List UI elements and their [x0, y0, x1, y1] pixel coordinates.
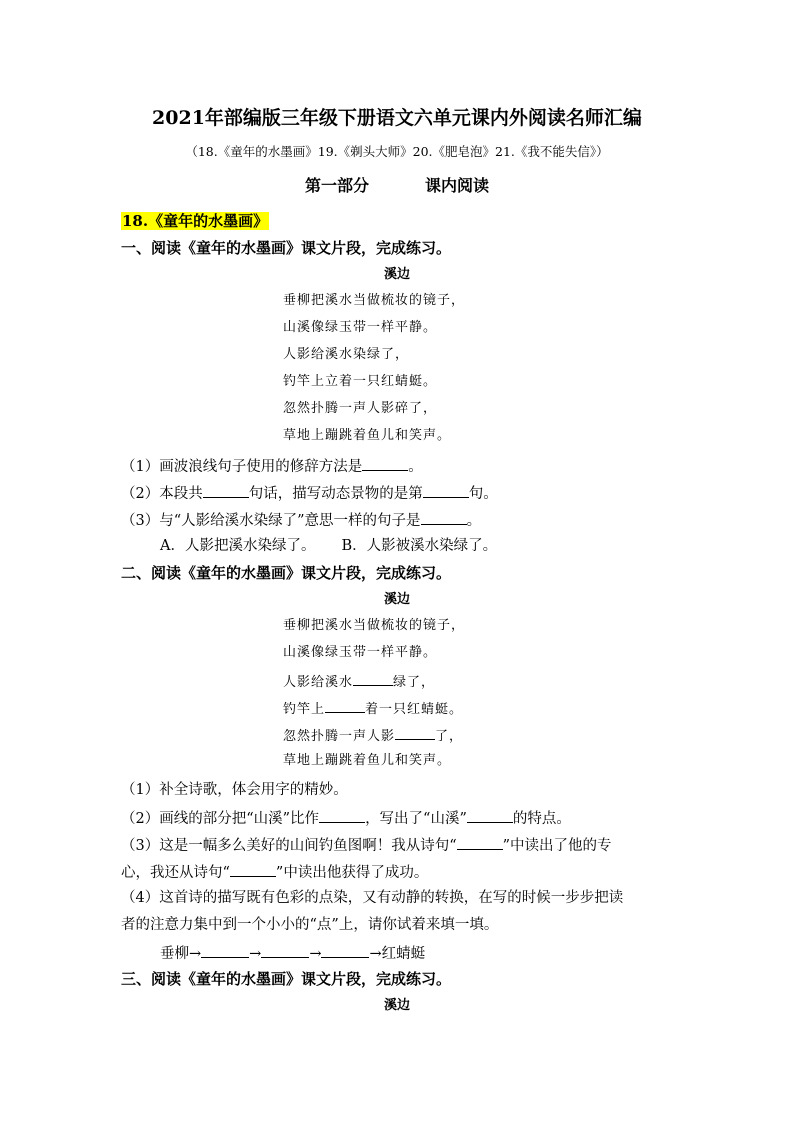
part-heading-left: 第一部分	[304, 176, 369, 195]
option-a[interactable]: A．人影把溪水染绿了。	[160, 538, 316, 554]
section2-question-3-cont: 心，我还从诗句“ ”中读出他获得了成功。	[121, 862, 428, 882]
section2-poem-line: 草地上蹦跳着鱼儿和笑声。	[283, 753, 452, 768]
answer-blank[interactable]	[261, 943, 309, 958]
answer-blank[interactable]	[353, 671, 393, 686]
answer-blank[interactable]	[423, 483, 469, 498]
section1-options	[160, 537, 497, 555]
section2-poem-line: 人影给溪水 绿了，	[283, 671, 435, 692]
section2-poem-title: 溪边	[383, 592, 410, 607]
section1-question-2: （2）本段共 句话，描写动态景物的是第 句。	[121, 483, 498, 503]
section2-poem-line: 钓竿上 着一只红蜻蜓。	[283, 698, 463, 719]
section1-question-3: （3）与“人影给溪水染绿了”意思一样的句子是 。	[121, 510, 481, 530]
answer-blank[interactable]	[362, 456, 408, 471]
lesson-heading: 18.《童年的水墨画》	[122, 212, 269, 230]
answer-blank[interactable]	[395, 725, 435, 740]
section2-poem-line: 垂柳把溪水当做梳妆的镜子，	[283, 618, 466, 633]
section2-heading: 二、阅读《童年的水墨画》课文片段，完成练习。	[121, 564, 452, 582]
answer-blank[interactable]	[230, 862, 276, 877]
page-title: 2021年部编版三年级下册语文六单元课内外阅读名师汇编	[152, 107, 642, 129]
answer-blank[interactable]	[421, 510, 467, 525]
section1-poem-line: 草地上蹦跳着鱼儿和笑声。	[283, 428, 452, 443]
section1-poem-line: 人影给溪水染绿了，	[283, 347, 410, 362]
section2-poem-line: 忽然扑腾一声人影 了，	[283, 725, 463, 746]
answer-blank[interactable]	[319, 808, 365, 823]
section1-poem-line: 山溪像绿玉带一样平静。	[283, 320, 438, 335]
section2-question-1: （1）补全诗歌，体会用字的精妙。	[121, 782, 348, 798]
section1-poem-line: 忽然扑腾一声人影碎了，	[283, 401, 438, 416]
section1-poem-title: 溪边	[383, 267, 410, 282]
page-subtitle: （18.《童年的水墨画》19.《剃头大师》20.《肥皂泡》21.《我不能失信》）	[185, 144, 609, 159]
section1-heading: 一、阅读《童年的水墨画》课文片段，完成练习。	[121, 239, 452, 257]
section2-question-3: （3）这是一幅多么美好的山间钓鱼图啊！我从诗句“ ”中读出了他的专	[121, 835, 612, 855]
section1-poem-line: 钓竿上立着一只红蜻蜓。	[283, 374, 438, 389]
answer-blank[interactable]	[325, 698, 365, 713]
section1-question-1: （1）画波浪线句子使用的修辞方法是 。	[121, 456, 423, 476]
section2-question-4: （4）这首诗的描写既有色彩的点染，又有动静的转换，在写的时候一步步把读	[121, 890, 624, 906]
section2-poem-line: 山溪像绿玉带一样平静。	[283, 645, 438, 660]
section1-poem-line: 垂柳把溪水当做梳妆的镜子，	[283, 293, 466, 308]
answer-blank[interactable]	[203, 483, 249, 498]
section3-heading: 三、阅读《童年的水墨画》课文片段，完成练习。	[121, 970, 452, 988]
section2-chain: 垂柳→ → → →红蜻蜓	[160, 943, 425, 963]
section3-poem-title: 溪边	[383, 998, 410, 1013]
option-b[interactable]: B．人影被溪水染绿了。	[341, 538, 498, 554]
answer-blank[interactable]	[467, 808, 513, 823]
section2-question-2: （2）画线的部分把“山溪”比作 ，写出了“山溪” 的特点。	[121, 808, 571, 828]
answer-blank[interactable]	[201, 943, 249, 958]
answer-blank[interactable]	[321, 943, 369, 958]
answer-blank[interactable]	[457, 835, 503, 850]
part-heading-right: 课内阅读	[425, 176, 490, 195]
section2-question-4-cont: 者的注意力集中到一个小小的“点”上，请你试着来填一填。	[121, 917, 499, 933]
part-heading	[0, 176, 794, 196]
